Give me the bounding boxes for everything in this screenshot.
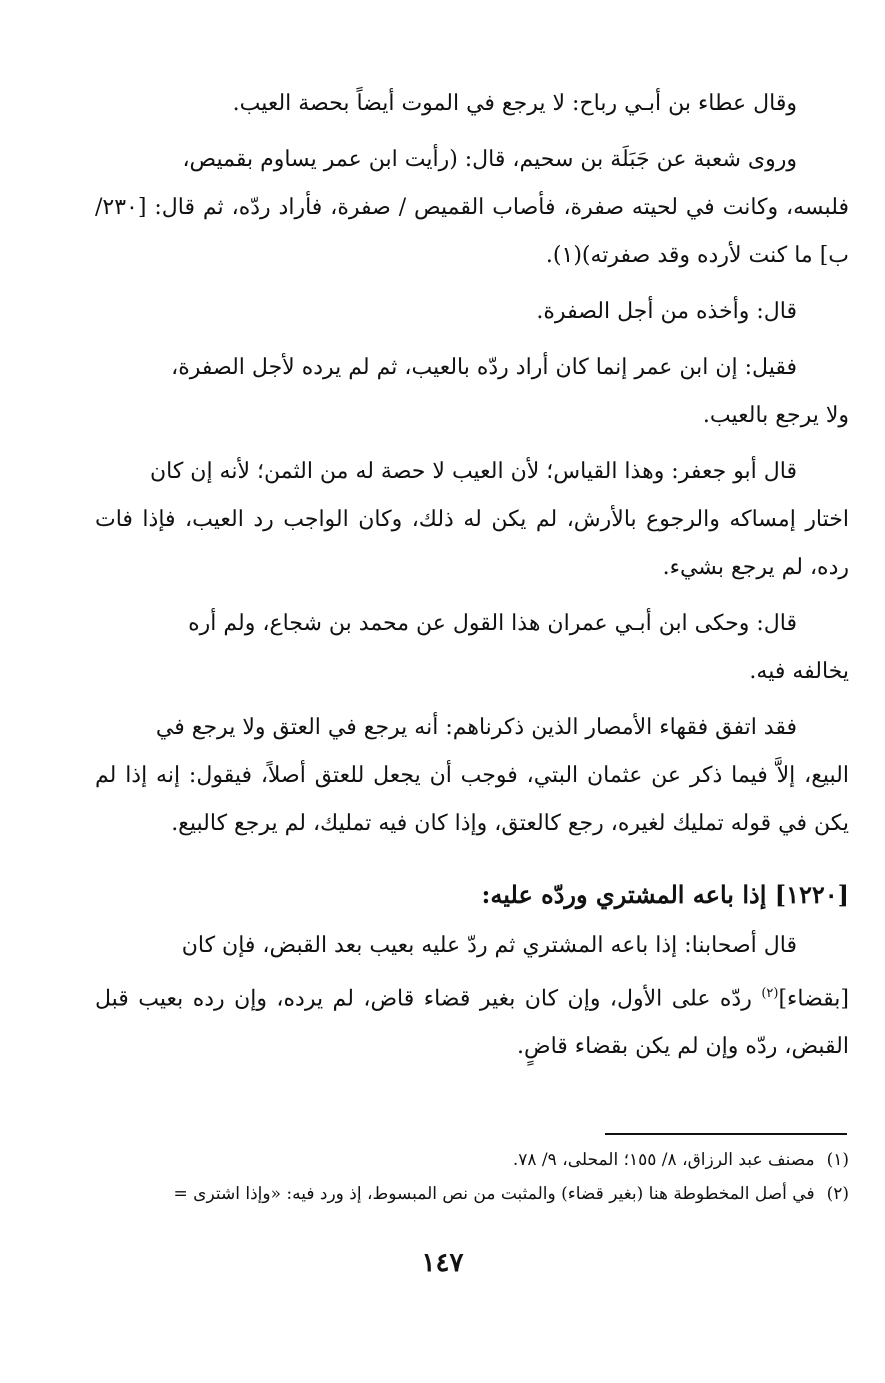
paragraph-1: وقال عطاء بن أبـي رباح: لا يرجع في الموت أيضاً بحصة العيب.	[232, 91, 797, 116]
footnote-1: (١)مصنف عبد الرزاق، ٨/ ١٥٥؛ المحلى، ٩/ ٧٨.	[512, 1150, 849, 1170]
main-text	[95, 80, 849, 1079]
footnote-2: (٢)في أصل المخطوطة هنا (بغير قضاء) والمثبت من نص المبسوط، إذ ورد فيه: «وإذا اشترى =	[173, 1184, 849, 1204]
footnote-divider	[605, 1133, 847, 1135]
paragraph-7: فقد اتفق فقهاء الأمصار الذين ذكرناهم: أنه يرجع في العتق ولا يرجع في البيع، إلاَّ فيما ذكر عن عثمان البتي، فوجب أن يجعل للعتق أصلاً، فيقول: إنه إذا لم يكن في قوله تمليك لغيره، رجع كالعتق، وإذا كان فيه تمليك، لم يرجع كالبيع.	[95, 715, 849, 836]
page-number: ١٤٧	[421, 1248, 464, 1278]
footnotes	[70, 1143, 849, 1211]
paragraph-8: قال أصحابنا: إذا باعه المشتري ثم ردّ عليه بعيب بعد القبض، فإن كان [بقضاء]$^{(٢)}$ ردّه على الأول، وإن كان بغير قضاء قاض، لم يرده، وإن رده بعيب قبل القبض، ردّه وإن لم يكن بقضاء قاضٍ.	[95, 933, 849, 1060]
paragraph-6: قال: وحكى ابن أبـي عمران هذا القول عن محمد بن شجاع، ولم أره يخالفه فيه.	[188, 611, 849, 684]
section-heading: [١٢٢٠] إذا باعه المشتري وردّه عليه:	[481, 880, 849, 909]
paragraph-4: فقيل: إن ابن عمر إنما كان أراد ردّه بالعيب، ثم لم يرده لأجل الصفرة، ولا يرجع بالعيب.	[171, 355, 849, 428]
footnote-ref-2[interactable]: (٢)	[761, 986, 779, 1001]
paragraph-5: قال أبو جعفر: وهذا القياس؛ لأن العيب لا حصة له من الثمن؛ لأنه إن كان اختار إمساكه والرجوع بالأرش، لم يكن له ذلك، وكان الواجب رد العيب، فإذا فات رده، لم يرجع بشيء.	[95, 459, 849, 580]
paragraph-3: قال: وأخذه من أجل الصفرة.	[536, 299, 797, 324]
paragraph-2: وروى شعبة عن جَبَلَة بن سحيم، قال: (رأيت ابن عمر يساوم بقميص، فلبسه، وكانت في لحيته صفرة، فأصاب القميص / صفرة، فأراد ردّه، ثم قال: [٢٣٠/ب] ما كنت لأرده وقد صفرته)(١).	[95, 147, 849, 268]
